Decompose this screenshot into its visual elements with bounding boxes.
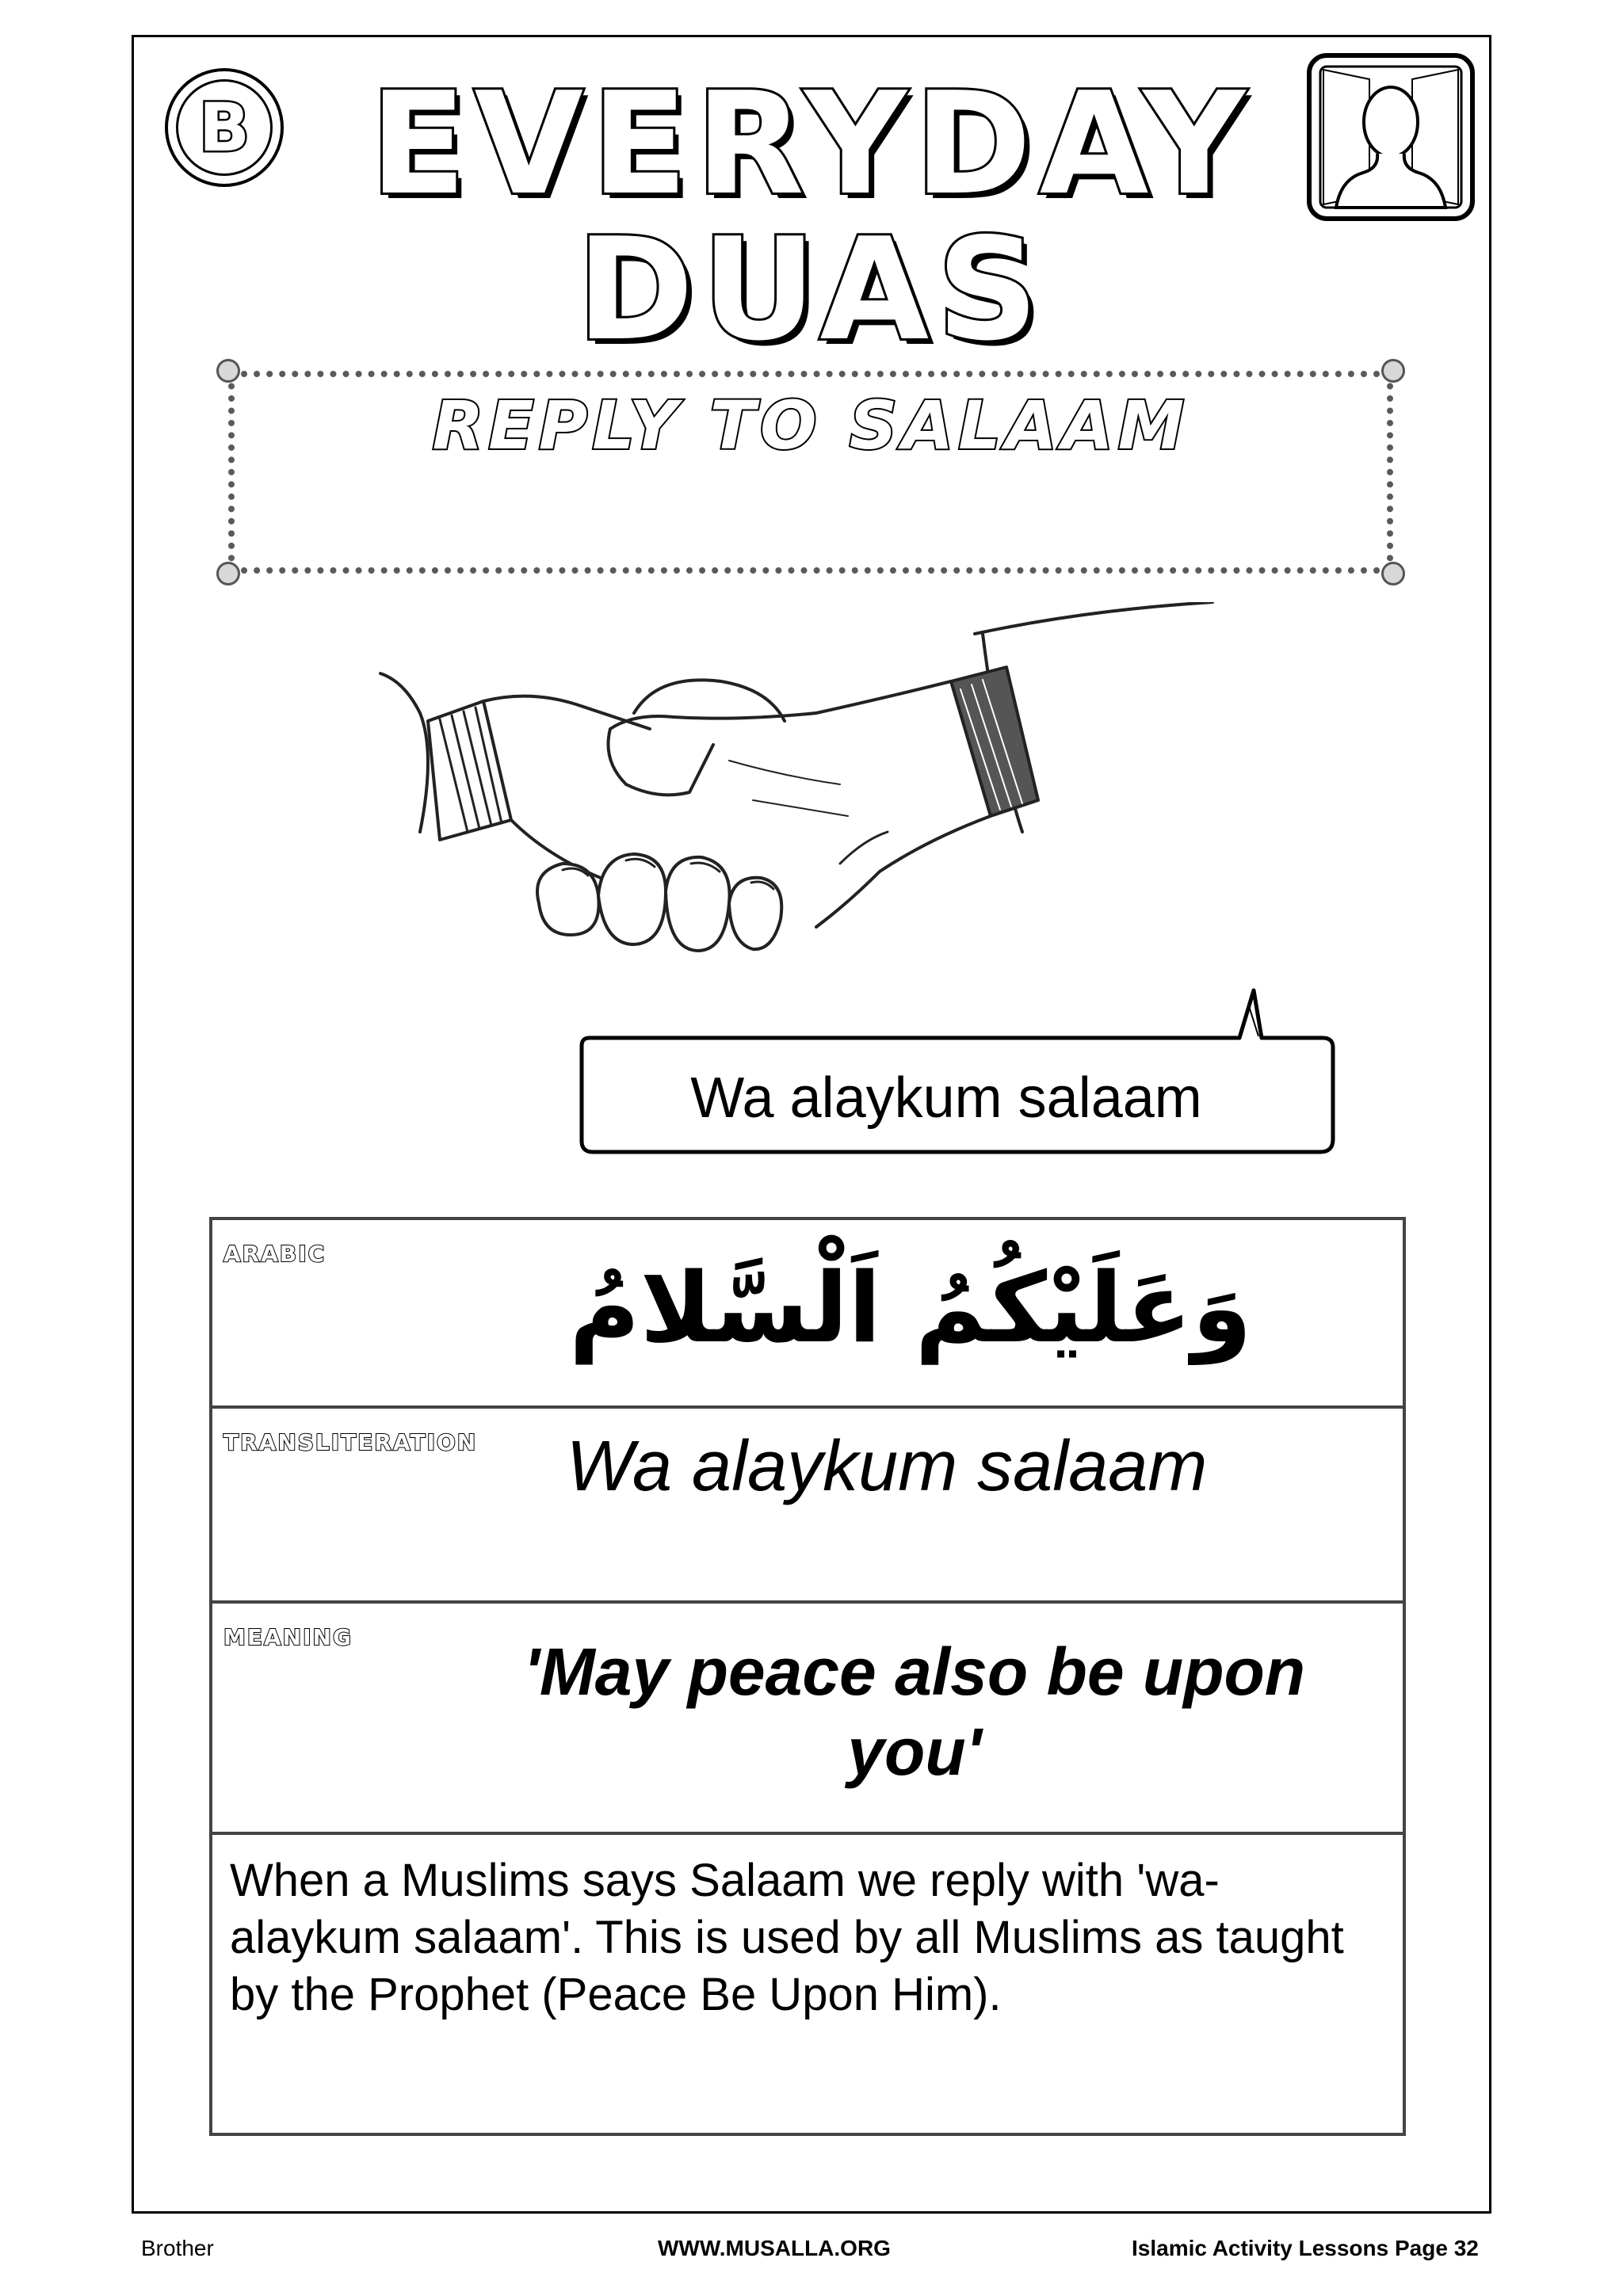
transliteration-text: Wa alaykum salaam [566,1427,1208,1506]
speech-bubble-text: Wa alaykum salaam [690,1066,1202,1130]
frame-corner-dot [1381,359,1405,383]
badge-letter: B [198,89,250,166]
arabic-text: وَعَلَيْكُمُ اَلْسَّلامُ [569,1252,1252,1364]
meaning-label: MEANING [223,1624,353,1650]
arabic-label: ARABIC [223,1241,327,1267]
handshake-icon [372,602,1260,998]
arabic-row [212,1220,1403,1409]
page-title-line-1: EVERYDAY [369,62,1254,226]
footer-page-number: Islamic Activity Lessons Page 32 [1132,2236,1479,2260]
frame-corner-dot [1381,562,1405,585]
frame-corner-dot [216,562,240,585]
transliteration-row [212,1409,1403,1604]
description-row [212,1835,1403,2136]
frame-corner-dot [216,359,240,383]
transliteration-label: TRANSLITERATION [223,1429,478,1455]
page-title-line-2: DUAS [576,208,1047,372]
meaning-row [212,1604,1403,1835]
description-text: When a Muslims says Salaam we reply with 'wa-alaykum salaam'. This is used by all Muslims as taught by the Prophet (Peace Be Upon Him). [230,1855,1344,2020]
footer-left-text: Brother [141,2236,214,2260]
dua-info-table [209,1217,1406,2136]
dua-title-frame [228,371,1393,574]
dua-title: REPLY TO SALAAM [432,387,1190,464]
meaning-text: 'May peace also be upon you' [523,1634,1306,1789]
footer-website: WWW.MUSALLA.ORG [658,2236,891,2260]
